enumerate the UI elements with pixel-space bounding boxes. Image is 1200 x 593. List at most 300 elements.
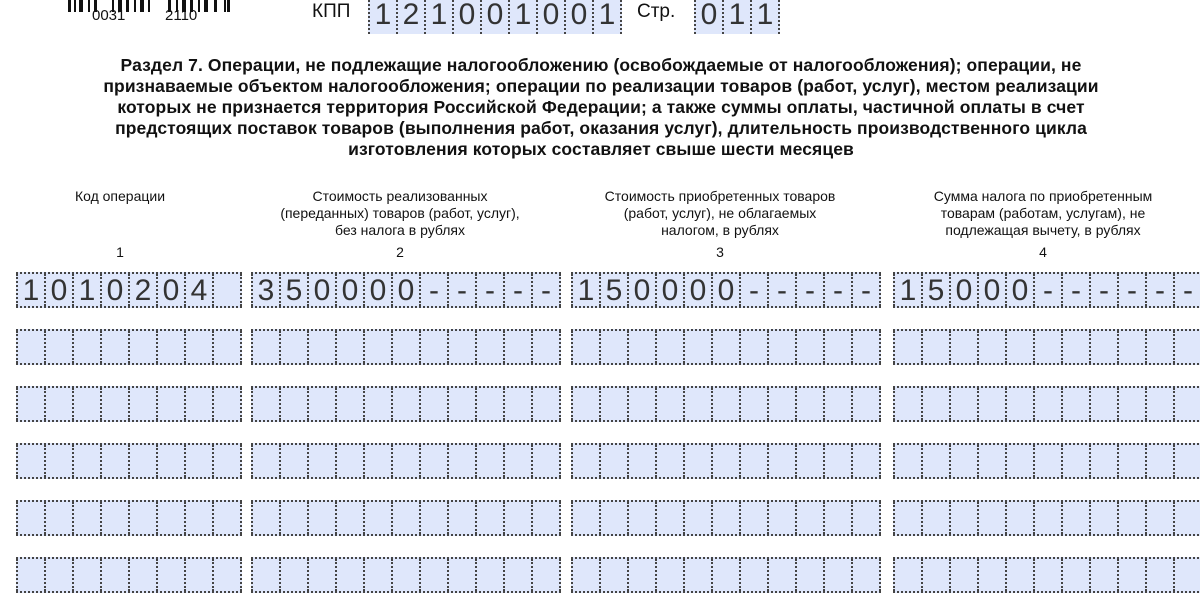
digit-cell [825,445,853,477]
barcode-bar [224,0,226,12]
column-header-line: (работ, услуг), не облагаемых [623,205,817,221]
digit-cell [1119,388,1147,420]
digit-cell [281,388,309,420]
digit-cell [1091,388,1119,420]
digit-cell [186,331,214,363]
column-number-4: 4 [1039,244,1047,260]
digit-cell: - [1119,274,1147,306]
digit-cell [337,445,365,477]
barcode-bar [227,0,230,12]
digit-cell [713,331,741,363]
digit-cell [393,445,421,477]
digit-cell [74,331,102,363]
digit-cell [657,331,685,363]
digit-cell [741,331,769,363]
digit-cell [1119,502,1147,534]
digit-cell [309,502,337,534]
digit-cell [601,559,629,591]
digit-cell [713,445,741,477]
digit-cell [769,445,797,477]
kpp-digit-cell: 1 [594,0,622,34]
digit-cell [769,331,797,363]
digit-cell [769,559,797,591]
digit-cell [1035,502,1063,534]
operation-code-field[interactable] [16,329,242,365]
tax-amount-field[interactable] [893,500,1200,536]
barcode-bar [140,0,144,12]
digit-cell [1147,331,1175,363]
digit-cell [923,445,951,477]
digit-cell [1175,388,1200,420]
digit-cell [657,559,685,591]
digit-cell [1063,445,1091,477]
digit-cell: - [1035,274,1063,306]
digit-cell [923,559,951,591]
digit-cell [393,502,421,534]
digit-cell [337,388,365,420]
digit-cell: 2 [130,274,158,306]
digit-cell [1035,445,1063,477]
digit-cell [309,559,337,591]
digit-cell [1007,502,1035,534]
digit-cell [1007,559,1035,591]
digit-cell [1119,445,1147,477]
kpp-digit-cell: 0 [538,0,566,34]
digit-cell [951,445,979,477]
digit-cell [158,502,186,534]
page-number-label: Стр. [637,1,676,22]
column-header-line: Сумма налога по приобретенным [933,188,1153,204]
digit-cell [46,388,74,420]
tax-amount-field[interactable] [893,329,1200,365]
digit-cell [421,331,449,363]
digit-cell [893,559,923,591]
column-number-3: 3 [716,244,724,260]
page-digit-cell: 1 [724,0,752,34]
digit-cell: - [1147,274,1175,306]
digit-cell [825,388,853,420]
digit-cell: - [741,274,769,306]
barcode-bar [74,0,76,12]
digit-cell [533,445,561,477]
digit-cell [825,559,853,591]
column-header-purchased-cost [570,188,870,239]
digit-cell [281,559,309,591]
column-header-operation-code [20,188,220,205]
column-header-tax-amount [893,188,1193,239]
digit-cell [158,388,186,420]
digit-cell: - [769,274,797,306]
digit-cell [449,388,477,420]
kpp-field[interactable] [368,0,622,34]
digit-cell [74,388,102,420]
digit-cell [533,559,561,591]
digit-cell [130,559,158,591]
digit-cell [365,388,393,420]
digit-cell: - [853,274,881,306]
operation-code-field[interactable] [16,386,242,422]
digit-cell [825,331,853,363]
purchased-cost-field[interactable] [571,272,881,308]
digit-cell [214,331,242,363]
digit-cell: 0 [1007,274,1035,306]
column-header-line: налогом, в рублях [661,222,779,238]
digit-cell [741,502,769,534]
barcode-bar [79,0,83,12]
digit-cell [1063,388,1091,420]
digit-cell [365,502,393,534]
digit-cell [214,502,242,534]
digit-cell [713,388,741,420]
digit-cell [893,502,923,534]
digit-cell [825,502,853,534]
tax-amount-field[interactable] [893,443,1200,479]
digit-cell [16,331,46,363]
digit-cell: 1 [571,274,601,306]
digit-cell [1035,388,1063,420]
digit-cell [46,445,74,477]
digit-cell: - [825,274,853,306]
digit-cell [421,502,449,534]
digit-cell [571,502,601,534]
digit-cell [74,502,102,534]
operation-code-field[interactable] [16,500,242,536]
digit-cell [1091,502,1119,534]
digit-cell [449,445,477,477]
digit-cell: 1 [893,274,923,306]
tax-amount-field[interactable] [893,386,1200,422]
digit-cell [477,445,505,477]
digit-cell [214,274,242,306]
digit-cell [477,388,505,420]
digit-cell: 0 [629,274,657,306]
digit-cell [449,559,477,591]
digit-cell: - [421,274,449,306]
digit-cell [393,559,421,591]
digit-cell [893,331,923,363]
digit-cell [685,388,713,420]
digit-cell: 0 [365,274,393,306]
purchased-cost-field[interactable] [571,443,881,479]
digit-cell [130,445,158,477]
page-digit-cell: 0 [694,0,724,34]
digit-cell [979,388,1007,420]
digit-cell: - [1063,274,1091,306]
digit-cell [657,502,685,534]
digit-cell: 5 [923,274,951,306]
digit-cell [505,331,533,363]
column-header-line: товарам (работам, услугам), не [940,205,1146,221]
digit-cell [769,502,797,534]
digit-cell [1091,559,1119,591]
digit-cell [1147,445,1175,477]
sold-cost-field[interactable] [251,386,561,422]
digit-cell [923,331,951,363]
digit-cell [853,502,881,534]
digit-cell [337,559,365,591]
digit-cell [923,388,951,420]
digit-cell [685,445,713,477]
section-title-line: Раздел 7. Операции, не подлежащие налогообложению (освобождаемые от налогообложения); операции, не [120,55,1082,75]
tax-amount-field[interactable] [893,557,1200,593]
digit-cell [46,331,74,363]
digit-cell [1091,331,1119,363]
digit-cell [1063,331,1091,363]
kpp-digit-cell: 2 [398,0,426,34]
digit-cell [251,331,281,363]
digit-cell: 0 [685,274,713,306]
digit-cell [979,331,1007,363]
sold-cost-field[interactable] [251,272,561,308]
digit-cell [685,331,713,363]
digit-cell [797,502,825,534]
digit-cell [1147,559,1175,591]
digit-cell [309,331,337,363]
digit-cell [505,445,533,477]
digit-cell [1147,502,1175,534]
digit-cell [571,559,601,591]
purchased-cost-field[interactable] [571,500,881,536]
kpp-label: КПП [312,1,351,22]
digit-cell [393,331,421,363]
digit-cell [102,502,130,534]
digit-cell: 0 [309,274,337,306]
digit-cell [923,502,951,534]
barcode-bar [214,0,217,12]
digit-cell: 0 [393,274,421,306]
section-title-line: изготовления которых составляет свыше шести месяцев [348,139,854,159]
digit-cell [601,388,629,420]
digit-cell [1063,502,1091,534]
digit-cell [629,502,657,534]
digit-cell: - [1175,274,1200,306]
digit-cell [713,502,741,534]
barcode-bar [88,0,90,12]
column-header-line: подлежащая вычету, в рублях [945,222,1141,238]
digit-cell [281,331,309,363]
digit-cell [1119,559,1147,591]
operation-code-field[interactable] [16,443,242,479]
digit-cell: 0 [337,274,365,306]
digit-cell [102,559,130,591]
section-title-line: которых не признается территория Российской Федерации; а также суммы оплаты, частичной оплаты в счет [117,97,1085,117]
digit-cell [251,445,281,477]
digit-cell [1035,559,1063,591]
digit-cell [533,331,561,363]
digit-cell [130,331,158,363]
digit-cell: - [477,274,505,306]
digit-cell [505,502,533,534]
digit-cell [16,388,46,420]
digit-cell [1007,388,1035,420]
digit-cell [1091,445,1119,477]
digit-cell [571,388,601,420]
column-header-line: Код операции [74,188,166,204]
digit-cell [186,388,214,420]
sold-cost-field[interactable] [251,557,561,593]
digit-cell [365,559,393,591]
digit-cell [571,331,601,363]
digit-cell: 1 [16,274,46,306]
digit-cell [158,559,186,591]
barcode-bar [134,0,136,12]
purchased-cost-field[interactable] [571,557,881,593]
digit-cell [102,388,130,420]
digit-cell [629,388,657,420]
barcode-bar [126,0,129,12]
barcode-bar [148,0,150,12]
kpp-digit-cell: 0 [454,0,482,34]
tax-amount-field[interactable] [893,272,1200,308]
column-number-1: 1 [116,244,124,260]
barcode-bar [204,0,208,12]
digit-cell [16,445,46,477]
digit-cell [74,445,102,477]
sold-cost-field[interactable] [251,500,561,536]
digit-cell [505,388,533,420]
digit-cell [186,445,214,477]
operation-code-field[interactable] [16,272,242,308]
digit-cell [741,559,769,591]
digit-cell [657,388,685,420]
digit-cell: 0 [102,274,130,306]
section-title [18,55,1184,160]
digit-cell [601,331,629,363]
digit-cell: - [449,274,477,306]
digit-cell [979,559,1007,591]
digit-cell [214,559,242,591]
kpp-digit-cell: 1 [510,0,538,34]
digit-cell: 0 [158,274,186,306]
digit-cell: 5 [281,274,309,306]
digit-cell [505,559,533,591]
digit-cell [601,502,629,534]
digit-cell [158,331,186,363]
digit-cell: - [1091,274,1119,306]
digit-cell [629,559,657,591]
operation-code-field[interactable] [16,557,242,593]
purchased-cost-field[interactable] [571,386,881,422]
digit-cell [251,388,281,420]
column-header-line: без налога в рублях [334,222,465,238]
digit-cell [571,445,601,477]
digit-cell: - [533,274,561,306]
kpp-digit-cell: 1 [368,0,398,34]
digit-cell [337,331,365,363]
digit-cell [421,388,449,420]
digit-cell [365,445,393,477]
page-number-field[interactable] [694,0,780,34]
digit-cell: 0 [951,274,979,306]
digit-cell [797,331,825,363]
digit-cell [477,331,505,363]
digit-cell [102,445,130,477]
digit-cell [449,502,477,534]
kpp-digit-cell: 0 [566,0,594,34]
digit-cell [1063,559,1091,591]
digit-cell [1175,331,1200,363]
digit-cell [979,502,1007,534]
digit-cell [629,445,657,477]
digit-cell [281,445,309,477]
digit-cell: 0 [713,274,741,306]
digit-cell [657,445,685,477]
digit-cell [281,502,309,534]
digit-cell [251,502,281,534]
digit-cell [1035,331,1063,363]
digit-cell [629,331,657,363]
digit-cell [46,502,74,534]
sold-cost-field[interactable] [251,443,561,479]
digit-cell [477,502,505,534]
digit-cell [477,559,505,591]
barcode-number-left: 0031 [92,7,126,24]
digit-cell [1175,445,1200,477]
digit-cell [951,559,979,591]
digit-cell [951,388,979,420]
digit-cell [421,559,449,591]
digit-cell [186,559,214,591]
digit-cell [1007,445,1035,477]
digit-cell [601,445,629,477]
barcode-bar [68,0,71,12]
digit-cell [251,559,281,591]
digit-cell [449,331,477,363]
digit-cell [1175,559,1200,591]
kpp-digit-cell: 1 [426,0,454,34]
digit-cell [685,502,713,534]
digit-cell [979,445,1007,477]
digit-cell [393,388,421,420]
digit-cell [186,502,214,534]
barcode-bar [198,0,200,12]
digit-cell: - [505,274,533,306]
digit-cell [16,559,46,591]
digit-cell: 3 [251,274,281,306]
digit-cell [1175,502,1200,534]
digit-cell [309,445,337,477]
digit-cell [1147,388,1175,420]
digit-cell [951,331,979,363]
barcode-number-right: 2110 [165,7,198,24]
sold-cost-field[interactable] [251,329,561,365]
digit-cell [130,388,158,420]
digit-cell: 1 [74,274,102,306]
digit-cell: - [797,274,825,306]
digit-cell [102,331,130,363]
purchased-cost-field[interactable] [571,329,881,365]
column-header-sold-cost [250,188,550,239]
digit-cell [337,502,365,534]
digit-cell [1119,331,1147,363]
digit-cell [853,331,881,363]
digit-cell [951,502,979,534]
digit-cell [421,445,449,477]
section-title-line: предстоящих поставок товаров (выполнения работ, оказания услуг), длительность производственного цикла [115,118,1087,138]
digit-cell [46,559,74,591]
column-header-line: (переданных) товаров (работ, услуг), [280,205,520,221]
digit-cell [797,559,825,591]
digit-cell [214,388,242,420]
digit-cell [533,388,561,420]
digit-cell: 5 [601,274,629,306]
column-header-line: Стоимость реализованных [312,188,488,204]
digit-cell [533,502,561,534]
digit-cell [309,388,337,420]
digit-cell [797,388,825,420]
digit-cell [769,388,797,420]
page-digit-cell: 1 [752,0,780,34]
